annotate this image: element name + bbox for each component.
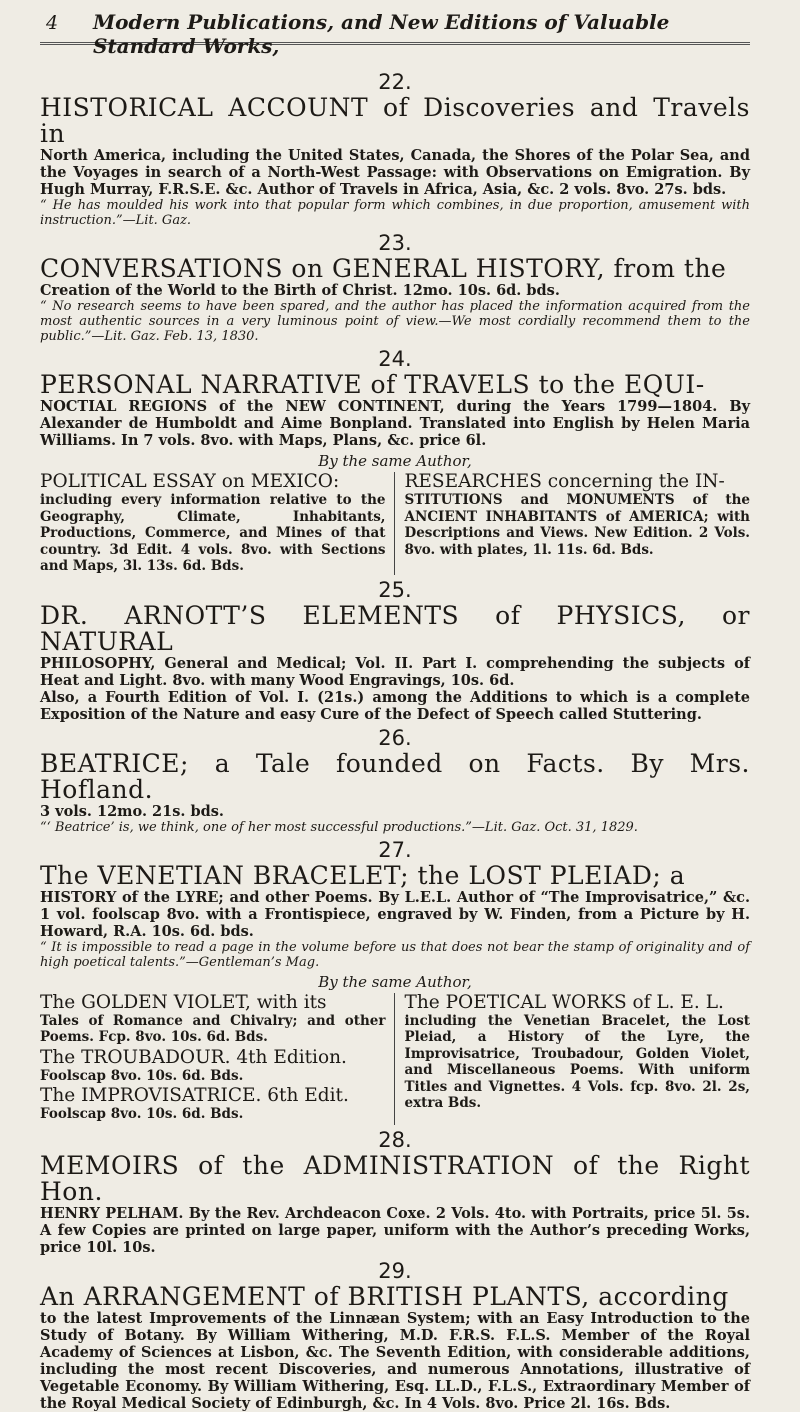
entry-27 — [40, 839, 750, 1125]
column-body: Tales of Romance and Chivalry; and other Poems. Fcp. 8vo. 10s. 6d. Bds. — [40, 1012, 386, 1045]
entry-24 — [40, 348, 750, 575]
entry-number: 23. — [378, 231, 412, 255]
entry-quote: “ It is impossible to read a page in the volume before us that does not bear the stamp of originality and of high poetical talents.”—Gentleman’s Mag. — [40, 939, 750, 970]
running-head — [40, 8, 750, 58]
entry-number: 27. — [378, 837, 412, 862]
column-heading: The TROUBADOUR. 4th Edition. — [40, 1046, 347, 1068]
column-body: including every information relative to the Geography, Climate, Inhabitants, Productions, Commerce, and Mines of that country. 3d Edit. 4 vols. 8vo. with Sections and Maps, 3l. 13s. 6d. Bds. — [40, 492, 386, 574]
page-number: 4 — [46, 12, 59, 34]
entry-number: 24. — [378, 347, 412, 371]
entry-body: to the latest Improvements of the Linnæan System; with an Easy Introduction to the Study of Botany. By William Withering, M.D. F.R.S. F.L.S. Member of the Royal Academy of Sciences at Lisbon, &c. The Seventh Edition, with considerable additions, including the most recent Discoveries, and numerous Annotations, illustrative of Vegetable Economy. By William Withering, Esq. LL.D., F.L.S., Extraordinary Member of the Royal Medical Society of Edinburgh, &c. In 4 Vols. 8vo. Price 2l. 16s. Bds. — [40, 1309, 750, 1412]
two-column-listing — [40, 993, 750, 1125]
entry-number: 22. — [378, 70, 412, 94]
entry-26 — [40, 727, 750, 835]
entry-heading: The VENETIAN BRACELET; the LOST PLEIAD; a — [40, 860, 686, 890]
entry-body: HISTORY of the LYRE; and other Poems. By L.E.L. Author of “The Improvisatrice,” &c. 1 vol. foolscap 8vo. with a Frontispiece, engraved by W. Finden, from a Picture by H. Howard, R.A. 10s. 6d. bds. — [40, 888, 750, 940]
entry-number: 28. — [378, 1127, 412, 1152]
right-column — [405, 472, 751, 575]
entry-body: North America, including the United States, Canada, the Shores of the Polar Sea, and the Voyages in search of a North-West Passage: with Observations on Emigration. By Hugh Murray, F.R.S.E. &c. Author of Travels in Africa, Asia, &c. 2 vols. 8vo. 27s. bds. — [40, 147, 750, 198]
entry-heading: An ARRANGEMENT of BRITISH PLANTS, according — [40, 1281, 729, 1311]
entry-number: 29. — [378, 1258, 412, 1283]
by-same-author: By the same Author, — [318, 452, 472, 470]
entry-heading: DR. ARNOTT’S ELEMENTS of PHYSICS, or NATURAL — [40, 600, 750, 656]
column-body: including the Venetian Bracelet, the Lost Pleiad, a History of the Lyre, the Improvisatrice, Troubadour, Golden Violet, and Miscellaneous Poems. With uniform Titles and Vignettes. 4 Vols. fcp. 8vo. 2l. 2s, extra Bds. — [404, 1012, 750, 1111]
right-column — [405, 993, 751, 1125]
column-item — [40, 993, 386, 1046]
entry-23 — [40, 232, 750, 344]
header-title: Modern Publications, and New Editions of Valuable Standard Works, — [93, 10, 670, 58]
column-heading: The IMPROVISATRICE. 6th Edit. — [40, 1085, 349, 1106]
entry-heading: MEMOIRS of the ADMINISTRATION of the Right Hon. — [40, 1150, 750, 1206]
entry-28 — [40, 1129, 750, 1256]
entry-body: HENRY PELHAM. By the Rev. Archdeacon Coxe. 2 Vols. 4to. with Portraits, price 5l. 5s. A few Copies are printed on large paper, uniform with the Author’s preceding Works, price 10l. 10s. — [40, 1204, 750, 1256]
column-item — [40, 1086, 386, 1123]
entry-number: 26. — [378, 725, 412, 750]
by-same-author: By the same Author, — [318, 972, 472, 991]
column-heading: RESEARCHES concerning the IN- — [404, 471, 725, 492]
entry-number: 25. — [378, 577, 412, 602]
column-body: Foolscap 8vo. 10s. 6d. Bds. — [40, 1067, 244, 1084]
entry-quote: “ No research seems to have been spared, and the author has placed the information acquired from the most authentic sources in a very luminous point of view.—We most cordially recommend them to the public.”—Lit. Gaz. Feb. 13, 1830. — [40, 299, 750, 344]
entry-heading: PERSONAL NARRATIVE of TRAVELS to the EQUI- — [40, 370, 705, 399]
entry-quote: “‘ Beatrice’ is, we think, one of her most successful productions.”—Lit. Gaz. Oct. 31, 1829. — [40, 819, 638, 835]
left-column — [40, 472, 395, 575]
entry-heading: HISTORICAL ACCOUNT of Discoveries and Travels in — [40, 93, 750, 148]
catalogue-page — [40, 0, 750, 1412]
entry-quote: “ He has moulded his work into that popular form which combines, in due proportion, amusement with instruction.”—Lit. Gaz. — [40, 198, 750, 228]
entry-body-additional: Also, a Fourth Edition of Vol. I. (21s.) among the Additions to which is a complete Exposition of the Nature and easy Cure of the Defect of Speech called Stuttering. — [40, 688, 750, 723]
left-column — [40, 993, 395, 1125]
column-item — [40, 1048, 386, 1085]
entry-22 — [40, 71, 750, 228]
two-column-listing — [40, 472, 750, 575]
entry-body: PHILOSOPHY, General and Medical; Vol. II. Part I. comprehending the subjects of Heat and Light. 8vo. with many Wood Engravings, 10s. 6d. — [40, 654, 750, 689]
entry-heading: BEATRICE; a Tale founded on Facts. By Mrs. Hofland. — [40, 748, 750, 804]
entry-25 — [40, 579, 750, 723]
column-heading: POLITICAL ESSAY on MEXICO: — [40, 471, 340, 492]
column-heading: The POETICAL WORKS of L. E. L. — [404, 991, 724, 1013]
column-body: Foolscap 8vo. 10s. 6d. Bds. — [40, 1106, 244, 1122]
entry-body: NOCTIAL REGIONS of the NEW CONTINENT, during the Years 1799—1804. By Alexander de Humboldt and Aime Bonpland. Translated into English by Helen Maria Williams. In 7 vols. 8vo. with Maps, Plans, &c. price 6l. — [40, 398, 750, 449]
entry-body: Creation of the World to the Birth of Christ. 12mo. 10s. 6d. bds. — [40, 282, 560, 299]
entry-29 — [40, 1260, 750, 1412]
entry-body: 3 vols. 12mo. 21s. bds. — [40, 802, 224, 820]
column-heading: The GOLDEN VIOLET, with its — [40, 991, 327, 1013]
column-body: STITUTIONS and MONUMENTS of the ANCIENT INHABITANTS of AMERICA; with Descriptions and Views. New Edition. 2 Vols. 8vo. with plates, 1l. 11s. 6d. Bds. — [404, 492, 750, 558]
entry-heading: CONVERSATIONS on GENERAL HISTORY, from the — [40, 254, 727, 283]
